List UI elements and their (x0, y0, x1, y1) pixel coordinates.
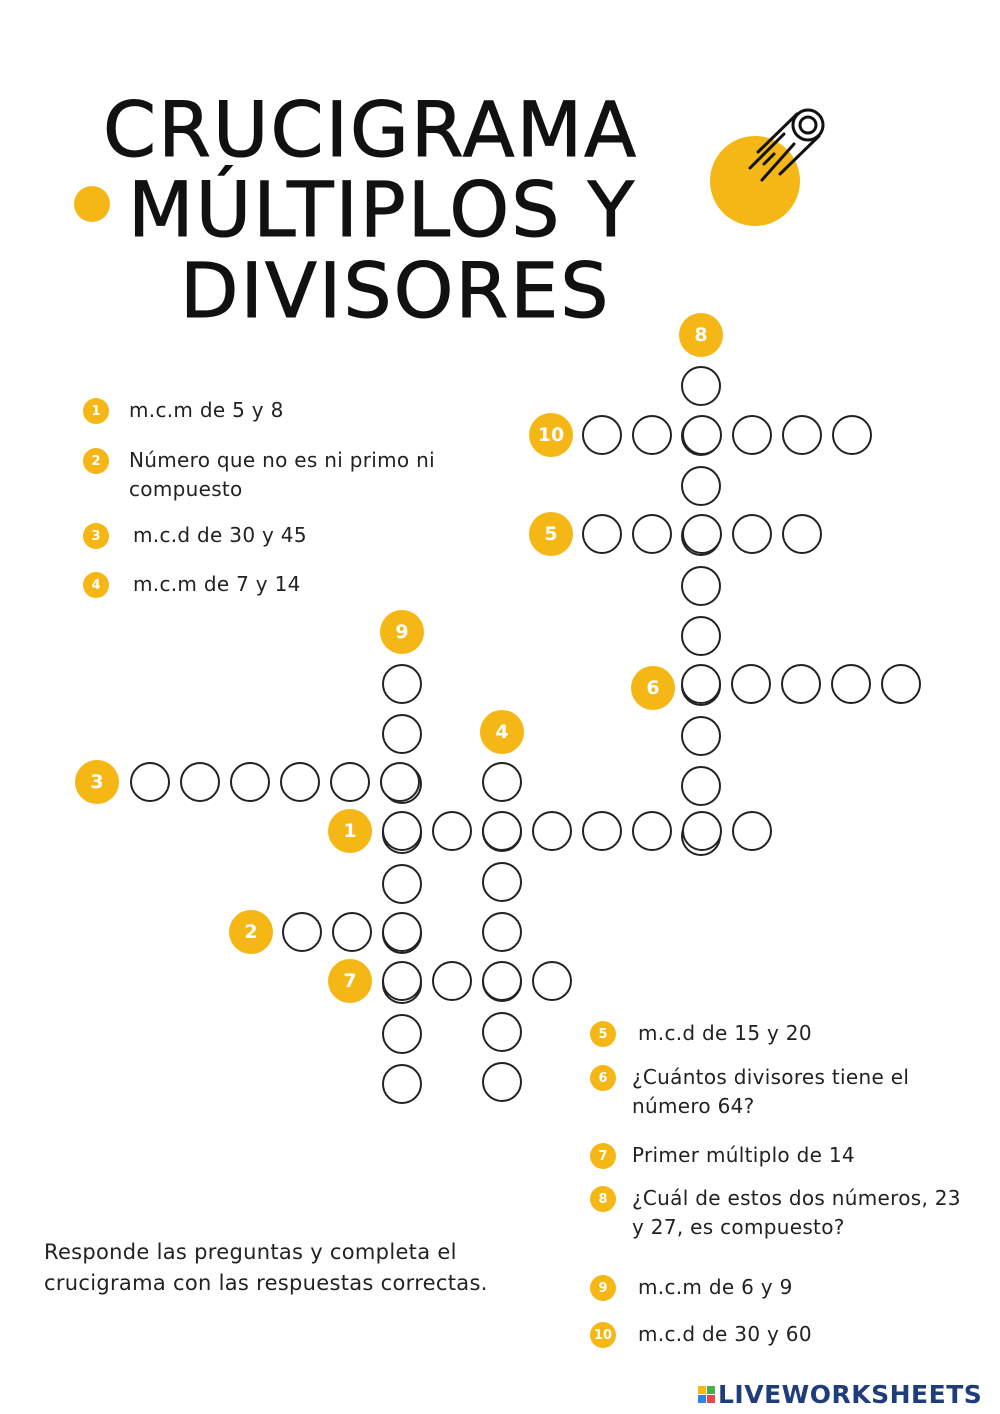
crossword-cell[interactable] (482, 912, 522, 952)
clue-8 (590, 1186, 972, 1242)
clue-4 (83, 572, 493, 599)
crossword-cell[interactable] (732, 514, 772, 554)
crossword-cell[interactable] (382, 714, 422, 754)
crossword-cell[interactable] (282, 912, 322, 952)
clue-number-badge: 4 (83, 572, 109, 598)
clue-text: ¿Cuál de estos dos números, 23 y 27, es compuesto? (632, 1186, 961, 1239)
clue-text: m.c.d de 30 y 45 (133, 523, 307, 547)
clue-number-badge: 2 (83, 448, 109, 474)
crossword-cell[interactable] (632, 514, 672, 554)
crossword-cell[interactable] (482, 762, 522, 802)
title-line-3: DIVISORES (180, 246, 611, 335)
clue-7 (590, 1143, 962, 1170)
crossword-cell[interactable] (682, 514, 722, 554)
crossword-cell[interactable] (482, 1012, 522, 1052)
crossword-cell[interactable] (330, 762, 370, 802)
decorative-dot (74, 186, 110, 222)
crossword-cell[interactable] (532, 961, 572, 1001)
clue-number-badge: 9 (590, 1275, 616, 1301)
clue-3 (83, 523, 493, 550)
crossword-cell[interactable] (632, 415, 672, 455)
crossword-cell[interactable] (681, 716, 721, 756)
clue-number-badge-9: 9 (380, 610, 424, 654)
crossword-cell[interactable] (482, 811, 522, 851)
crossword-cell[interactable] (781, 664, 821, 704)
crossword-cell[interactable] (681, 616, 721, 656)
title-line-2: MÚLTIPLOS Y (128, 165, 637, 254)
crossword-cell[interactable] (732, 415, 772, 455)
crossword-cell[interactable] (130, 762, 170, 802)
crossword-cell[interactable] (731, 664, 771, 704)
crossword-cell[interactable] (382, 961, 422, 1001)
clue-number-badge-3: 3 (75, 760, 119, 804)
crossword-cell[interactable] (732, 811, 772, 851)
crossword-cell[interactable] (332, 912, 372, 952)
clue-9 (590, 1275, 968, 1302)
crossword-cell[interactable] (482, 862, 522, 902)
crossword-cell[interactable] (831, 664, 871, 704)
crossword-cell[interactable] (582, 415, 622, 455)
crossword-cell[interactable] (681, 466, 721, 506)
clue-10 (590, 1322, 968, 1349)
crossword-cell[interactable] (782, 415, 822, 455)
crossword-cell[interactable] (782, 514, 822, 554)
clue-number-badge: 1 (83, 398, 109, 424)
crossword-cell[interactable] (380, 762, 420, 802)
clue-number-badge-10: 10 (529, 413, 573, 457)
crossword-cell[interactable] (382, 1014, 422, 1054)
title-line-1: CRUCIGRAMA (103, 85, 639, 174)
clue-number-badge-4: 4 (480, 710, 524, 754)
clue-1 (83, 398, 489, 425)
clue-text: m.c.d de 30 y 60 (638, 1322, 812, 1346)
crossword-cell[interactable] (881, 664, 921, 704)
clue-text: m.c.m de 6 y 9 (638, 1275, 793, 1299)
clue-text: Número que no es ni primo ni compuesto (129, 448, 435, 501)
crossword-cell[interactable] (682, 415, 722, 455)
crossword-cell[interactable] (180, 762, 220, 802)
clue-number-badge: 7 (590, 1143, 616, 1169)
clue-number-badge-2: 2 (229, 910, 273, 954)
crossword-cell[interactable] (382, 811, 422, 851)
crossword-cell[interactable] (280, 762, 320, 802)
crossword-cell[interactable] (681, 566, 721, 606)
crossword-cell[interactable] (582, 514, 622, 554)
crossword-cell[interactable] (482, 961, 522, 1001)
clue-number-badge: 5 (590, 1021, 616, 1047)
clue-number-badge-7: 7 (328, 959, 372, 1003)
clue-number-badge: 3 (83, 523, 109, 549)
crossword-cell[interactable] (682, 811, 722, 851)
clue-5 (590, 1021, 968, 1048)
clue-number-badge-6: 6 (631, 666, 675, 710)
clue-number-badge: 6 (590, 1065, 616, 1091)
clue-number-badge: 8 (590, 1186, 616, 1212)
crossword-cell[interactable] (382, 1064, 422, 1104)
crossword-cell[interactable] (432, 961, 472, 1001)
clue-text: m.c.d de 15 y 20 (638, 1021, 812, 1045)
crossword-cell[interactable] (382, 664, 422, 704)
crossword-cell[interactable] (532, 811, 572, 851)
crossword-cell[interactable] (432, 811, 472, 851)
comet-icon (740, 100, 836, 192)
clue-6 (590, 1065, 962, 1121)
clue-text: m.c.m de 7 y 14 (133, 572, 301, 596)
clue-number-badge: 10 (590, 1322, 616, 1348)
liveworksheets-logo (698, 1380, 982, 1409)
crossword-cell[interactable] (681, 766, 721, 806)
crossword-cell[interactable] (681, 366, 721, 406)
clue-number-badge-5: 5 (529, 512, 573, 556)
instructions-text: Responde las preguntas y completa el crucigrama con las respuestas correctas. (44, 1240, 488, 1295)
clue-number-badge-1: 1 (328, 809, 372, 853)
clue-number-badge-8: 8 (679, 313, 723, 357)
crossword-cell[interactable] (582, 811, 622, 851)
clue-2 (83, 448, 479, 504)
crossword-cell[interactable] (230, 762, 270, 802)
crossword-cell[interactable] (681, 664, 721, 704)
logo-text: LIVEWORKSHEETS (718, 1380, 983, 1409)
clue-text: Primer múltiplo de 14 (632, 1143, 855, 1167)
crossword-cell[interactable] (482, 1062, 522, 1102)
crossword-cell[interactable] (382, 864, 422, 904)
clue-text: m.c.m de 5 y 8 (129, 398, 284, 422)
logo-mark-icon (698, 1386, 715, 1403)
crossword-cell[interactable] (632, 811, 672, 851)
clue-text: ¿Cuántos divisores tiene el número 64? (632, 1065, 910, 1118)
crossword-cell[interactable] (382, 912, 422, 952)
crossword-cell[interactable] (832, 415, 872, 455)
